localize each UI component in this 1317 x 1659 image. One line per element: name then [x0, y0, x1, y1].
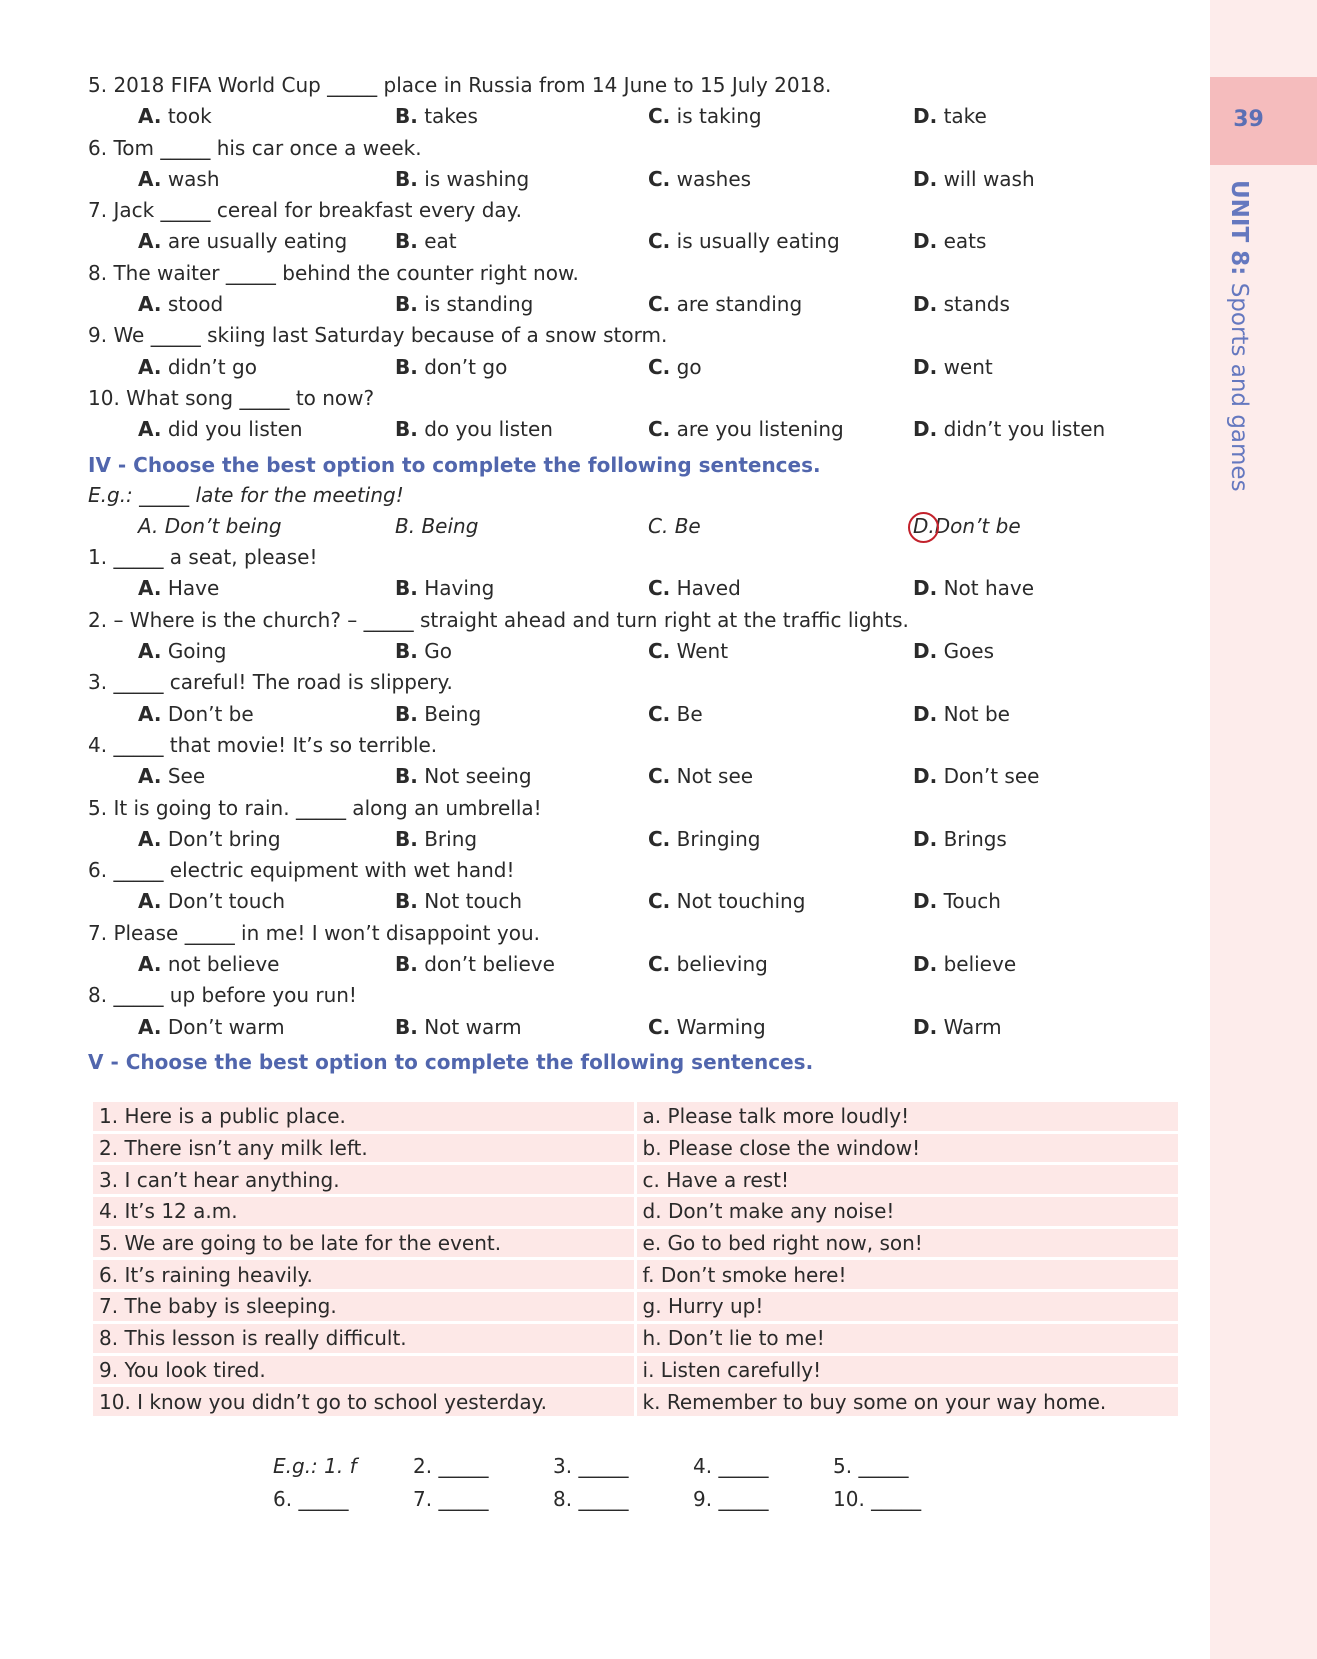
- option-letter: A.: [138, 166, 162, 191]
- answer-options: [88, 573, 1188, 604]
- answer-blank: E.g.: 1. f: [273, 1454, 357, 1478]
- option-text: Don’t bring: [167, 826, 281, 851]
- table-row: [93, 1134, 1178, 1163]
- option-d: [913, 949, 1016, 980]
- option-letter: B.: [395, 417, 418, 442]
- option-a: [138, 886, 285, 917]
- option-text: Not seeing: [424, 764, 532, 789]
- answer-blank: 3. _____: [553, 1454, 629, 1478]
- question-stem: 7. Please _____ in me! I won’t disappoint you.: [88, 920, 540, 945]
- response-cell: i. Listen carefully!: [637, 1356, 1178, 1385]
- option-text: Bring: [424, 826, 478, 851]
- option-text: See: [167, 764, 206, 789]
- option-letter: C.: [648, 104, 671, 129]
- option-letter: D.: [913, 764, 938, 789]
- response-cell: g. Hurry up!: [637, 1292, 1178, 1321]
- option-b: [395, 164, 529, 195]
- option-text: Haved: [676, 576, 741, 601]
- option-letter: B.: [395, 639, 418, 664]
- option-letter: D.: [913, 354, 938, 379]
- option-letter: A.: [138, 104, 162, 129]
- question-stem: 6. _____ electric equipment with wet hand!: [88, 858, 515, 883]
- option-d: [913, 352, 993, 383]
- option-a: [138, 164, 220, 195]
- option-text: Not touching: [676, 889, 806, 914]
- option-b: [395, 949, 555, 980]
- situation-cell: 7. The baby is sleeping.: [93, 1292, 634, 1321]
- option-letter: A.: [138, 1014, 162, 1039]
- option-letter: C.: [648, 292, 671, 317]
- option-letter: A.: [138, 639, 162, 664]
- situation-cell: 5. We are going to be late for the event.: [93, 1229, 634, 1258]
- option-text: took: [167, 104, 212, 129]
- question-stem: 4. _____ that movie! It’s so terrible.: [88, 732, 438, 757]
- option-text: went: [943, 354, 993, 379]
- option-text: didn’t you listen: [943, 417, 1106, 442]
- option-letter: A.: [138, 354, 162, 379]
- option-a: [138, 636, 226, 667]
- answer-options: [88, 164, 1188, 195]
- option-letter: A.: [138, 952, 162, 977]
- option-text: stood: [167, 292, 224, 317]
- option-a: [138, 761, 205, 792]
- question-stem: 3. _____ careful! The road is slippery.: [88, 670, 453, 695]
- option-text: Not be: [943, 701, 1010, 726]
- option-text: are you listening: [676, 417, 844, 442]
- answer-options: [88, 636, 1188, 667]
- exercise-5-heading: V - Choose the best option to complete the following sentences.: [88, 1049, 814, 1074]
- option-b: [395, 1012, 522, 1043]
- response-cell: e. Go to bed right now, son!: [637, 1229, 1178, 1258]
- option-c: [648, 824, 760, 855]
- answer-options: [88, 226, 1188, 257]
- response-cell: d. Don’t make any noise!: [637, 1197, 1178, 1226]
- option-letter: B.: [395, 952, 418, 977]
- option-text: do you listen: [424, 417, 553, 442]
- option-text: Went: [676, 639, 729, 664]
- option-letter: A.: [138, 229, 162, 254]
- option-letter: B.: [395, 354, 418, 379]
- answer-blank: 9. _____: [693, 1487, 769, 1511]
- option-letter: D.: [913, 826, 938, 851]
- option-b: [395, 636, 452, 667]
- option-text: stands: [943, 292, 1010, 317]
- option-letter: C.: [648, 354, 671, 379]
- option-letter: B.: [395, 229, 418, 254]
- option-text: Not see: [676, 764, 754, 789]
- option-text: Don’t warm: [167, 1014, 285, 1039]
- option-c: [648, 226, 840, 257]
- option-letter: C.: [648, 576, 671, 601]
- option-letter: D.: [913, 166, 938, 191]
- option-a: [138, 949, 279, 980]
- option-a: [138, 1012, 285, 1043]
- option-letter: C.: [648, 952, 671, 977]
- table-row: [93, 1292, 1178, 1321]
- option-text: Not warm: [424, 1014, 522, 1039]
- option-c: [648, 699, 703, 730]
- option-text: did you listen: [167, 417, 303, 442]
- option-letter: C.: [648, 764, 671, 789]
- option-text: wash: [167, 166, 220, 191]
- situation-cell: 10. I know you didn’t go to school yesterday.: [93, 1387, 634, 1416]
- option-d: [913, 573, 1034, 604]
- option-text: Don’t be: [167, 701, 254, 726]
- answer-blank: 4. _____: [693, 1454, 769, 1478]
- answer-options: [88, 414, 1188, 445]
- option-c: [648, 949, 768, 980]
- option-letter: B.: [395, 104, 418, 129]
- answer-blank: 5. _____: [833, 1454, 909, 1478]
- option-letter: D.: [913, 639, 938, 664]
- option-b: [395, 699, 481, 730]
- option-text: believing: [676, 952, 768, 977]
- table-row: [93, 1165, 1178, 1194]
- situation-cell: 4. It’s 12 a.m.: [93, 1197, 634, 1226]
- option-d: [913, 101, 987, 132]
- option-a: [138, 414, 303, 445]
- option-c: [648, 414, 844, 445]
- option-letter: A.: [138, 889, 162, 914]
- option-letter: A.: [138, 292, 162, 317]
- option-letter: A.: [138, 826, 162, 851]
- example-option-c: C. Be: [648, 513, 701, 538]
- question-stem: 2. – Where is the church? – _____ straight ahead and turn right at the traffic lights.: [88, 607, 909, 632]
- option-letter: B.: [395, 826, 418, 851]
- answer-options: [88, 289, 1188, 320]
- option-letter: B.: [395, 576, 418, 601]
- example-options: [88, 511, 1188, 542]
- option-text: not believe: [167, 952, 280, 977]
- option-letter: C.: [648, 417, 671, 442]
- option-text: will wash: [943, 166, 1035, 191]
- option-c: [648, 289, 802, 320]
- question-stem: 10. What song _____ to now?: [88, 385, 375, 410]
- exercise-4-heading: IV - Choose the best option to complete the following sentences.: [88, 452, 821, 477]
- option-d: [913, 1012, 1002, 1043]
- question-stem: 5. 2018 FIFA World Cup _____ place in Russia from 14 June to 15 July 2018.: [88, 73, 832, 97]
- option-text: didn’t go: [167, 354, 257, 379]
- option-letter: D.: [913, 952, 938, 977]
- example-option-d-circled: D.Don’t be: [913, 511, 1021, 542]
- option-text: Not touch: [424, 889, 523, 914]
- situation-cell: 1. Here is a public place.: [93, 1102, 634, 1131]
- answer-blank: 8. _____: [553, 1487, 629, 1511]
- option-text: Touch: [943, 889, 1001, 914]
- answer-options: [88, 352, 1188, 383]
- option-text: eat: [424, 229, 457, 254]
- exercise-4-items: [88, 542, 1188, 1043]
- option-letter: C.: [648, 639, 671, 664]
- response-cell: b. Please close the window!: [637, 1134, 1178, 1163]
- option-text: Having: [424, 576, 495, 601]
- question-stem: 5. It is going to rain. _____ along an umbrella!: [88, 795, 542, 820]
- option-text: is washing: [424, 166, 530, 191]
- option-letter: C.: [648, 826, 671, 851]
- option-text: are usually eating: [167, 229, 348, 254]
- option-text: eats: [943, 229, 987, 254]
- answer-options: [88, 699, 1188, 730]
- table-row: [93, 1356, 1178, 1385]
- option-text: Warming: [676, 1014, 766, 1039]
- option-d: [913, 886, 1001, 917]
- option-b: [395, 761, 532, 792]
- option-b: [395, 824, 477, 855]
- option-c: [648, 1012, 766, 1043]
- option-b: [395, 573, 494, 604]
- option-text: Going: [167, 639, 227, 664]
- answer-options: [88, 949, 1188, 980]
- situation-cell: 6. It’s raining heavily.: [93, 1260, 634, 1289]
- option-letter: B.: [395, 166, 418, 191]
- unit-name: Sports and games: [1226, 282, 1252, 492]
- option-b: [395, 101, 478, 132]
- option-d: [913, 636, 994, 667]
- option-d: [913, 226, 986, 257]
- table-row: [93, 1324, 1178, 1353]
- option-a: [138, 699, 254, 730]
- option-text: is usually eating: [676, 229, 840, 254]
- option-c: [648, 886, 805, 917]
- option-d: [913, 414, 1105, 445]
- option-letter: A.: [138, 764, 162, 789]
- answer-options: [88, 1012, 1188, 1043]
- option-letter: B.: [395, 701, 418, 726]
- option-c: [648, 636, 728, 667]
- option-text: take: [943, 104, 987, 129]
- option-letter: B.: [395, 1014, 418, 1039]
- option-text: Warm: [943, 1014, 1002, 1039]
- option-text: Brings: [943, 826, 1007, 851]
- option-letter: A.: [138, 417, 162, 442]
- question-stem: 6. Tom _____ his car once a week.: [88, 135, 422, 160]
- matching-table: [90, 1099, 1181, 1419]
- response-cell: h. Don’t lie to me!: [637, 1324, 1178, 1353]
- option-text: Have: [167, 576, 220, 601]
- page-number: 39: [1233, 106, 1264, 132]
- option-d: [913, 164, 1035, 195]
- option-d: [913, 761, 1039, 792]
- example-option-a: A. Don’t being: [138, 513, 282, 538]
- option-c: [648, 761, 753, 792]
- response-cell: k. Remember to buy some on your way home.: [637, 1387, 1178, 1416]
- option-a: [138, 101, 212, 132]
- example-option-b: B. Being: [395, 513, 479, 538]
- question-stem: 9. We _____ skiing last Saturday because of a snow storm.: [88, 323, 668, 348]
- option-text: go: [676, 354, 702, 379]
- response-cell: a. Please talk more loudly!: [637, 1102, 1178, 1131]
- response-cell: c. Have a rest!: [637, 1165, 1178, 1194]
- table-row: [93, 1229, 1178, 1258]
- option-letter: B.: [395, 764, 418, 789]
- option-letter: D.: [913, 104, 938, 129]
- question-stem: 8. _____ up before you run!: [88, 983, 357, 1008]
- option-text: Don’t touch: [167, 889, 286, 914]
- option-letter: C.: [648, 229, 671, 254]
- option-letter: A.: [138, 701, 162, 726]
- option-letter: D.: [913, 292, 938, 317]
- option-text: Not have: [943, 576, 1035, 601]
- option-letter: D.: [913, 229, 938, 254]
- option-text: don’t go: [424, 354, 508, 379]
- situation-cell: 2. There isn’t any milk left.: [93, 1134, 634, 1163]
- option-letter: C.: [648, 889, 671, 914]
- option-text: are standing: [676, 292, 803, 317]
- option-d: [913, 824, 1007, 855]
- option-a: [138, 573, 219, 604]
- option-b: [395, 352, 507, 383]
- table-row: [93, 1260, 1178, 1289]
- situation-cell: 8. This lesson is really difficult.: [93, 1324, 634, 1353]
- option-d: [913, 289, 1010, 320]
- situation-cell: 3. I can’t hear anything.: [93, 1165, 634, 1194]
- option-a: [138, 226, 347, 257]
- option-letter: C.: [648, 1014, 671, 1039]
- table-row: [93, 1102, 1178, 1131]
- option-letter: C.: [648, 701, 671, 726]
- answer-blank: 7. _____: [413, 1487, 489, 1511]
- table-row: [93, 1387, 1178, 1416]
- option-text: takes: [424, 104, 478, 129]
- answer-options: [88, 886, 1188, 917]
- option-letter: D.: [913, 417, 938, 442]
- option-letter: B.: [395, 292, 418, 317]
- unit-title: [1218, 180, 1252, 492]
- page-number-box: [1210, 77, 1317, 165]
- answer-options: [88, 101, 1188, 132]
- response-cell: f. Don’t smoke here!: [637, 1260, 1178, 1289]
- answer-blank: 2. _____: [413, 1454, 489, 1478]
- answer-options: [88, 824, 1188, 855]
- option-letter: D.: [913, 701, 938, 726]
- question-stem: 7. Jack _____ cereal for breakfast every day.: [88, 198, 522, 223]
- exercise-3-continued: [88, 70, 1188, 446]
- option-b: [395, 414, 553, 445]
- option-a: [138, 824, 281, 855]
- option-text: washes: [676, 166, 752, 191]
- option-d: [913, 699, 1010, 730]
- option-text: Go: [424, 639, 452, 664]
- answer-options: [88, 761, 1188, 792]
- option-text: Bringing: [676, 826, 761, 851]
- answer-circle-icon: D.: [913, 511, 935, 542]
- question-stem: 8. The waiter _____ behind the counter right now.: [88, 260, 579, 285]
- answer-blank: 6. _____: [273, 1487, 349, 1511]
- exercise-content: [88, 70, 1188, 1077]
- option-c: [648, 573, 741, 604]
- option-letter: D.: [913, 576, 938, 601]
- option-c: [648, 164, 751, 195]
- question-stem: 1. _____ a seat, please!: [88, 545, 318, 570]
- option-letter: D.: [913, 1014, 938, 1039]
- option-text: is standing: [424, 292, 534, 317]
- option-letter: A.: [138, 576, 162, 601]
- option-a: [138, 352, 257, 383]
- option-text: Being: [424, 701, 482, 726]
- option-text: believe: [943, 952, 1017, 977]
- option-text: is taking: [676, 104, 762, 129]
- table-row: [93, 1197, 1178, 1226]
- option-letter: D.: [913, 889, 938, 914]
- example-question: E.g.: _____ late for the meeting!: [88, 482, 404, 507]
- option-text: don’t believe: [424, 952, 555, 977]
- option-text: Don’t see: [943, 764, 1040, 789]
- option-letter: B.: [395, 889, 418, 914]
- option-text: Be: [676, 701, 703, 726]
- option-c: [648, 101, 762, 132]
- exercise-4-example: [88, 480, 1188, 543]
- option-c: [648, 352, 702, 383]
- option-b: [395, 226, 457, 257]
- option-a: [138, 289, 223, 320]
- option-b: [395, 289, 533, 320]
- unit-label: UNIT 8:: [1226, 180, 1252, 276]
- option-b: [395, 886, 522, 917]
- situation-cell: 9. You look tired.: [93, 1356, 634, 1385]
- option-text: Goes: [943, 639, 995, 664]
- option-letter: C.: [648, 166, 671, 191]
- answer-blank: 10. _____: [833, 1487, 922, 1511]
